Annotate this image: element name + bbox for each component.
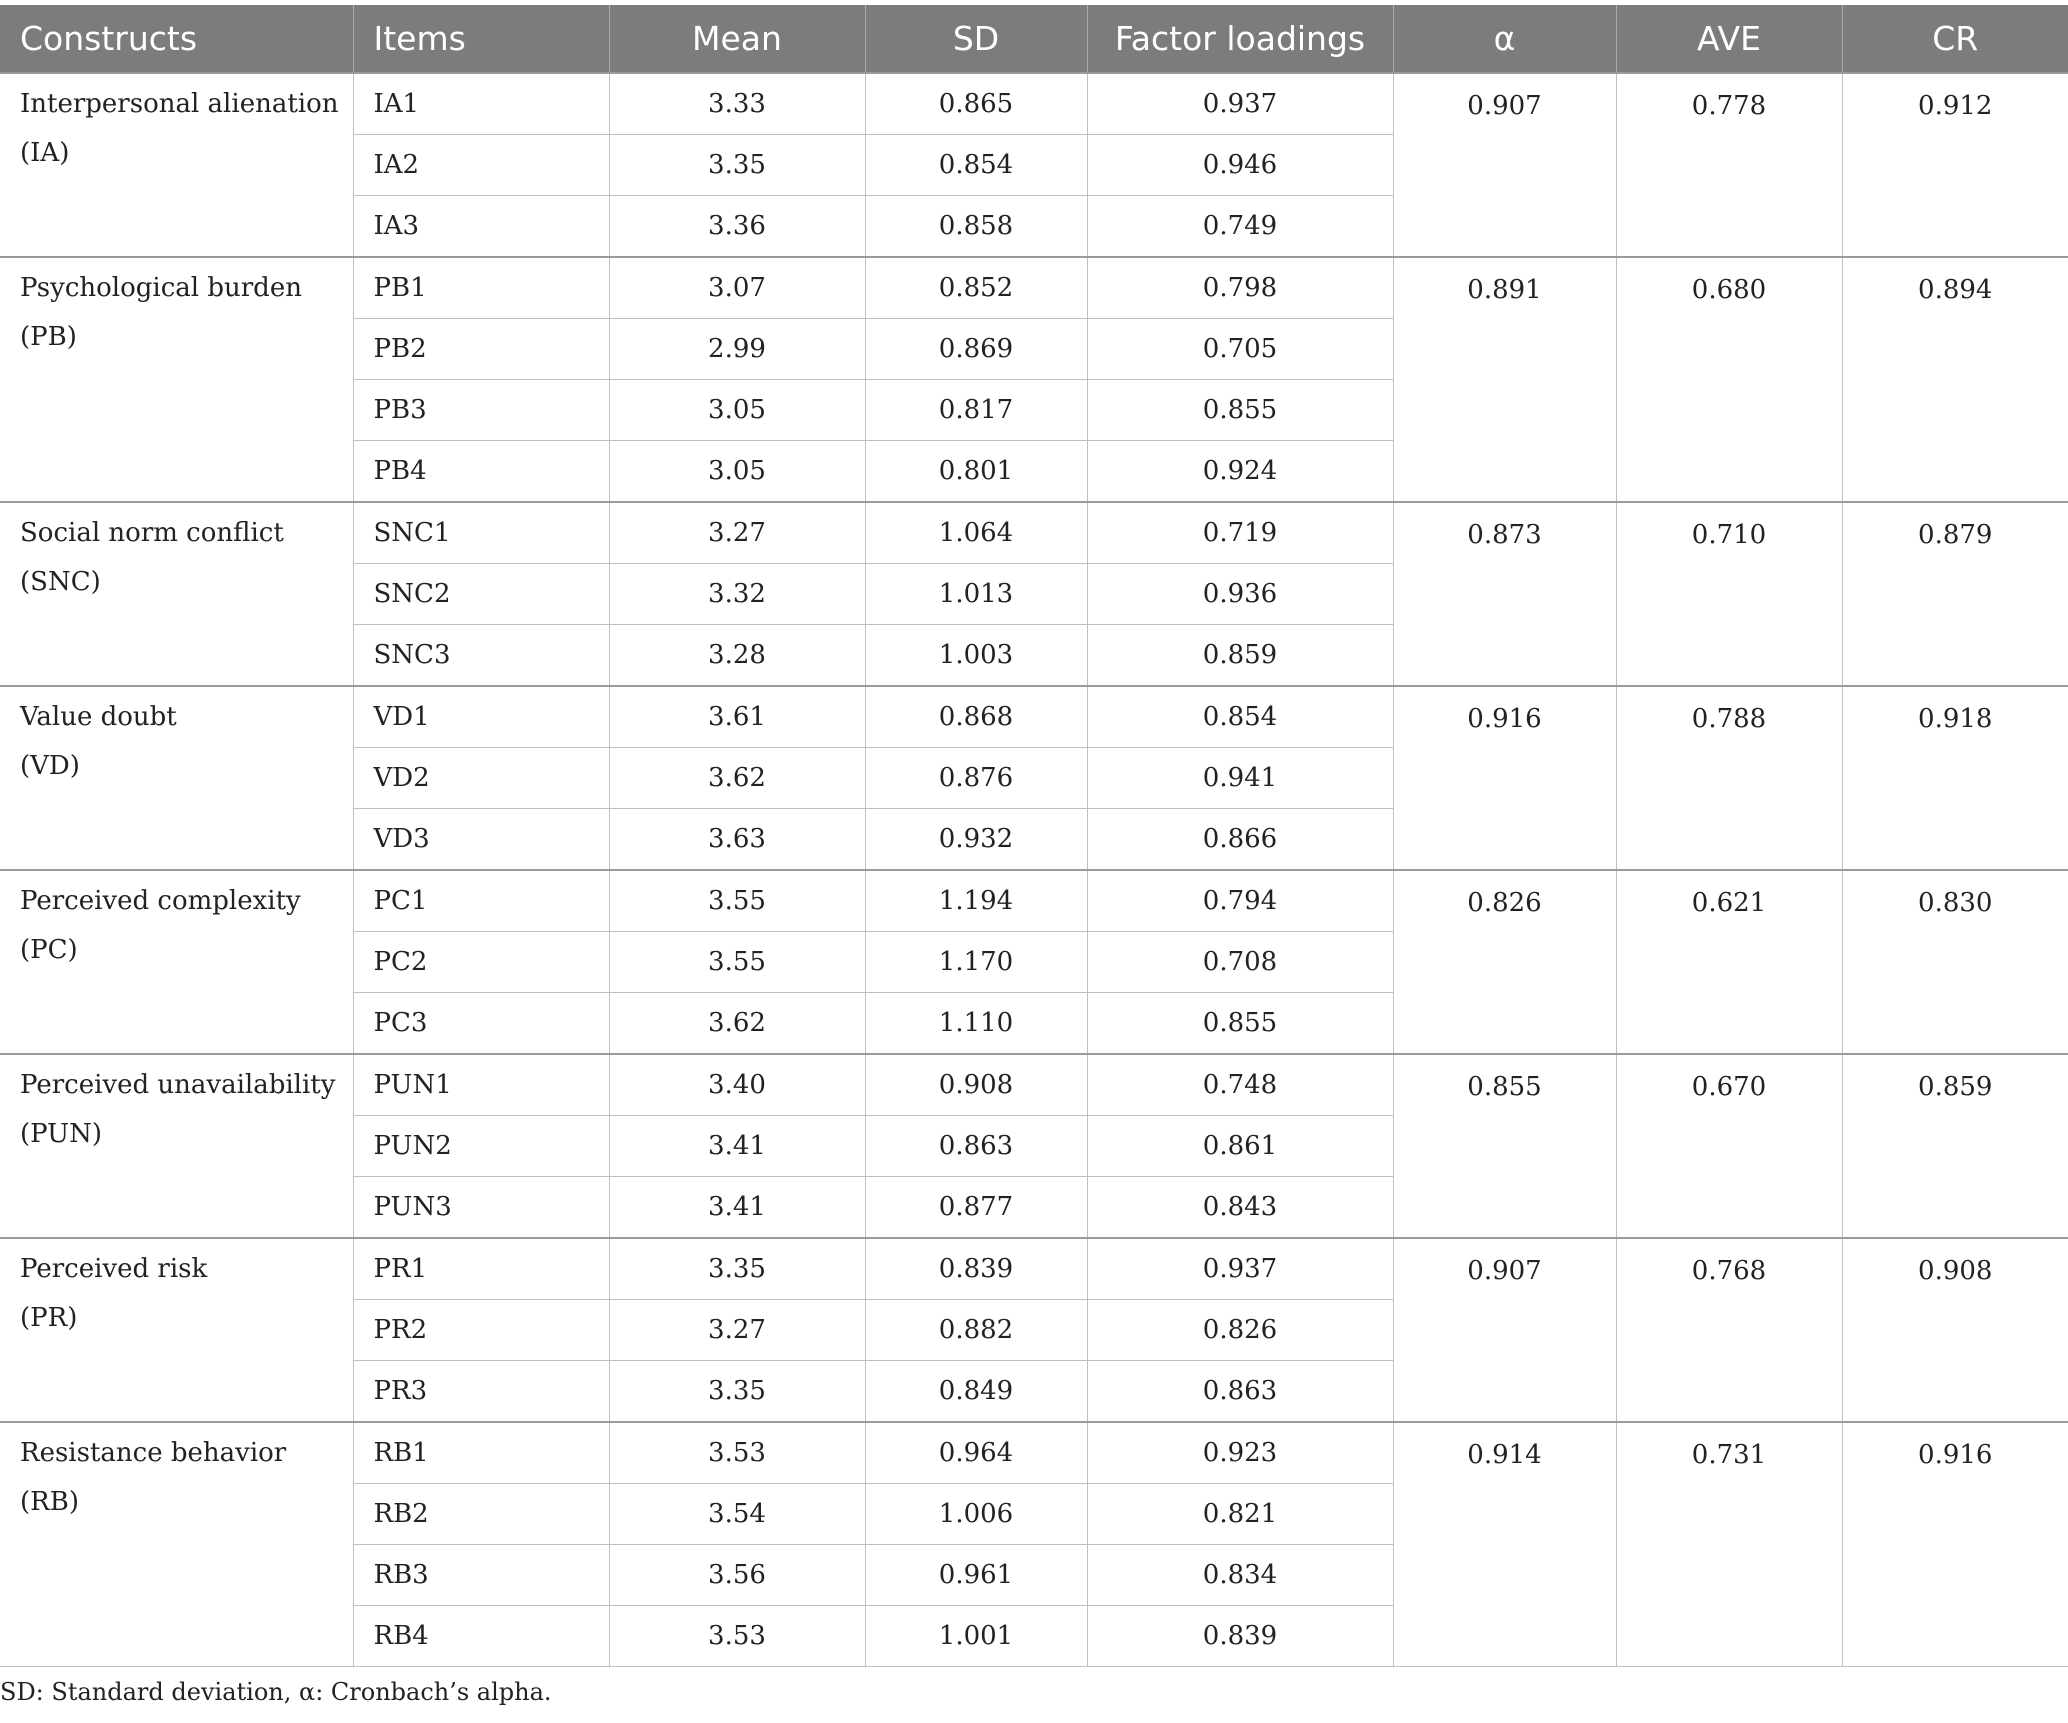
cr-value: 0.918 xyxy=(1842,686,2068,870)
item-id: PUN3 xyxy=(353,1177,609,1239)
sd-value: 1.001 xyxy=(865,1606,1087,1667)
header-items: Items xyxy=(353,5,609,73)
mean-value: 3.35 xyxy=(609,135,865,196)
mean-value: 3.27 xyxy=(609,1300,865,1361)
mean-value: 3.35 xyxy=(609,1238,865,1300)
cr-value: 0.908 xyxy=(1842,1238,2068,1422)
construct-abbr: (PR) xyxy=(20,1303,78,1333)
item-id: IA2 xyxy=(353,135,609,196)
sd-value: 0.839 xyxy=(865,1238,1087,1300)
item-id: VD2 xyxy=(353,748,609,809)
sd-value: 0.849 xyxy=(865,1361,1087,1423)
factor-loading-value: 0.749 xyxy=(1087,196,1393,258)
item-id: PB3 xyxy=(353,380,609,441)
table-row xyxy=(0,1422,2068,1484)
mean-value: 3.07 xyxy=(609,257,865,319)
mean-value: 3.28 xyxy=(609,625,865,687)
factor-loading-value: 0.843 xyxy=(1087,1177,1393,1239)
construct-name: Perceived risk xyxy=(20,1254,208,1284)
item-id: IA3 xyxy=(353,196,609,258)
factor-loading-value: 0.821 xyxy=(1087,1484,1393,1545)
item-id: PC3 xyxy=(353,993,609,1055)
header-row xyxy=(0,5,2068,73)
construct-abbr: (VD) xyxy=(20,751,80,781)
ave-value: 0.710 xyxy=(1616,502,1842,686)
mean-value: 3.41 xyxy=(609,1116,865,1177)
item-id: SNC3 xyxy=(353,625,609,687)
factor-loading-value: 0.719 xyxy=(1087,502,1393,564)
mean-value: 3.62 xyxy=(609,993,865,1055)
header-constructs: Constructs xyxy=(0,5,353,73)
sd-value: 0.817 xyxy=(865,380,1087,441)
factor-loading-value: 0.826 xyxy=(1087,1300,1393,1361)
item-id: SNC2 xyxy=(353,564,609,625)
construct-abbr: (PC) xyxy=(20,935,78,965)
factor-loading-value: 0.855 xyxy=(1087,993,1393,1055)
factor-loading-value: 0.839 xyxy=(1087,1606,1393,1667)
sd-value: 0.908 xyxy=(865,1054,1087,1116)
mean-value: 3.61 xyxy=(609,686,865,748)
sd-value: 0.863 xyxy=(865,1116,1087,1177)
factor-loading-value: 0.924 xyxy=(1087,441,1393,503)
sd-value: 0.932 xyxy=(865,809,1087,871)
sd-value: 0.964 xyxy=(865,1422,1087,1484)
construct-cell xyxy=(0,257,353,502)
table-row xyxy=(0,1238,2068,1300)
construct-abbr: (SNC) xyxy=(20,567,101,597)
factor-loading-value: 0.866 xyxy=(1087,809,1393,871)
item-id: PUN1 xyxy=(353,1054,609,1116)
sd-value: 1.194 xyxy=(865,870,1087,932)
construct-abbr: (RB) xyxy=(20,1487,79,1517)
factor-loading-value: 0.863 xyxy=(1087,1361,1393,1423)
ave-value: 0.670 xyxy=(1616,1054,1842,1238)
mean-value: 3.53 xyxy=(609,1606,865,1667)
item-id: PC2 xyxy=(353,932,609,993)
mean-value: 3.27 xyxy=(609,502,865,564)
factor-loading-value: 0.946 xyxy=(1087,135,1393,196)
sd-value: 0.876 xyxy=(865,748,1087,809)
cr-value: 0.916 xyxy=(1842,1422,2068,1667)
alpha-value: 0.873 xyxy=(1393,502,1616,686)
alpha-value: 0.916 xyxy=(1393,686,1616,870)
construct-cell xyxy=(0,870,353,1054)
item-id: SNC1 xyxy=(353,502,609,564)
table-row xyxy=(0,502,2068,564)
construct-cell xyxy=(0,73,353,257)
table-row xyxy=(0,686,2068,748)
mean-value: 3.41 xyxy=(609,1177,865,1239)
sd-value: 0.961 xyxy=(865,1545,1087,1606)
factor-loading-value: 0.937 xyxy=(1087,1238,1393,1300)
cr-value: 0.859 xyxy=(1842,1054,2068,1238)
sd-value: 0.801 xyxy=(865,441,1087,503)
item-id: VD1 xyxy=(353,686,609,748)
header-sd: SD xyxy=(865,5,1087,73)
item-id: PB1 xyxy=(353,257,609,319)
sd-value: 1.003 xyxy=(865,625,1087,687)
construct-cell xyxy=(0,1054,353,1238)
factor-loading-value: 0.705 xyxy=(1087,319,1393,380)
factor-loading-value: 0.748 xyxy=(1087,1054,1393,1116)
item-id: PR2 xyxy=(353,1300,609,1361)
mean-value: 3.35 xyxy=(609,1361,865,1423)
item-id: RB1 xyxy=(353,1422,609,1484)
mean-value: 3.32 xyxy=(609,564,865,625)
mean-value: 3.05 xyxy=(609,380,865,441)
item-id: IA1 xyxy=(353,73,609,135)
mean-value: 3.33 xyxy=(609,73,865,135)
mean-value: 3.55 xyxy=(609,870,865,932)
header-mean: Mean xyxy=(609,5,865,73)
factor-loading-value: 0.937 xyxy=(1087,73,1393,135)
construct-abbr: (PUN) xyxy=(20,1119,102,1149)
mean-value: 2.99 xyxy=(609,319,865,380)
mean-value: 3.55 xyxy=(609,932,865,993)
item-id: RB4 xyxy=(353,1606,609,1667)
cr-value: 0.912 xyxy=(1842,73,2068,257)
sd-value: 0.869 xyxy=(865,319,1087,380)
item-id: RB3 xyxy=(353,1545,609,1606)
mean-value: 3.05 xyxy=(609,441,865,503)
mean-value: 3.36 xyxy=(609,196,865,258)
factor-loading-value: 0.941 xyxy=(1087,748,1393,809)
factor-loading-value: 0.798 xyxy=(1087,257,1393,319)
construct-cell xyxy=(0,686,353,870)
construct-name: Psychological burden xyxy=(20,273,302,303)
item-id: PB2 xyxy=(353,319,609,380)
construct-name: Interpersonal alienation xyxy=(20,89,339,119)
item-id: RB2 xyxy=(353,1484,609,1545)
factor-loading-value: 0.834 xyxy=(1087,1545,1393,1606)
construct-name: Perceived complexity xyxy=(20,886,301,916)
factor-loading-value: 0.708 xyxy=(1087,932,1393,993)
construct-cell xyxy=(0,502,353,686)
factor-loading-value: 0.794 xyxy=(1087,870,1393,932)
sd-value: 0.854 xyxy=(865,135,1087,196)
sd-value: 0.882 xyxy=(865,1300,1087,1361)
item-id: PR3 xyxy=(353,1361,609,1423)
table-row xyxy=(0,870,2068,932)
sd-value: 1.110 xyxy=(865,993,1087,1055)
sd-value: 0.852 xyxy=(865,257,1087,319)
factor-loading-value: 0.861 xyxy=(1087,1116,1393,1177)
mean-value: 3.54 xyxy=(609,1484,865,1545)
cr-value: 0.894 xyxy=(1842,257,2068,502)
sd-value: 0.858 xyxy=(865,196,1087,258)
construct-cell xyxy=(0,1238,353,1422)
sd-value: 1.006 xyxy=(865,1484,1087,1545)
ave-value: 0.731 xyxy=(1616,1422,1842,1667)
header-ave: AVE xyxy=(1616,5,1842,73)
sd-value: 0.868 xyxy=(865,686,1087,748)
ave-value: 0.768 xyxy=(1616,1238,1842,1422)
sd-value: 1.013 xyxy=(865,564,1087,625)
factor-loading-value: 0.923 xyxy=(1087,1422,1393,1484)
mean-value: 3.40 xyxy=(609,1054,865,1116)
cr-value: 0.879 xyxy=(1842,502,2068,686)
sd-value: 1.064 xyxy=(865,502,1087,564)
ave-value: 0.778 xyxy=(1616,73,1842,257)
construct-name: Value doubt xyxy=(20,702,177,732)
ave-value: 0.788 xyxy=(1616,686,1842,870)
table-footnote: SD: Standard deviation, α: Cronbach’s alpha. xyxy=(0,1678,552,1706)
factor-loading-value: 0.936 xyxy=(1087,564,1393,625)
item-id: PC1 xyxy=(353,870,609,932)
construct-name: Resistance behavior xyxy=(20,1438,287,1468)
alpha-value: 0.914 xyxy=(1393,1422,1616,1667)
alpha-value: 0.891 xyxy=(1393,257,1616,502)
header-cr: CR xyxy=(1842,5,2068,73)
header-alpha: α xyxy=(1393,5,1616,73)
ave-value: 0.621 xyxy=(1616,870,1842,1054)
factor-loading-value: 0.855 xyxy=(1087,380,1393,441)
reliability-table xyxy=(0,5,2068,1667)
construct-name: Social norm conflict xyxy=(20,518,284,548)
sd-value: 0.865 xyxy=(865,73,1087,135)
item-id: PUN2 xyxy=(353,1116,609,1177)
mean-value: 3.62 xyxy=(609,748,865,809)
factor-loading-value: 0.859 xyxy=(1087,625,1393,687)
item-id: VD3 xyxy=(353,809,609,871)
alpha-value: 0.826 xyxy=(1393,870,1616,1054)
table-row xyxy=(0,1054,2068,1116)
sd-value: 0.877 xyxy=(865,1177,1087,1239)
header-factor-loadings: Factor loadings xyxy=(1087,5,1393,73)
construct-cell xyxy=(0,1422,353,1667)
mean-value: 3.63 xyxy=(609,809,865,871)
item-id: PB4 xyxy=(353,441,609,503)
alpha-value: 0.907 xyxy=(1393,1238,1616,1422)
construct-name: Perceived unavailability xyxy=(20,1070,336,1100)
cr-value: 0.830 xyxy=(1842,870,2068,1054)
mean-value: 3.56 xyxy=(609,1545,865,1606)
alpha-value: 0.855 xyxy=(1393,1054,1616,1238)
alpha-value: 0.907 xyxy=(1393,73,1616,257)
table-row xyxy=(0,257,2068,319)
ave-value: 0.680 xyxy=(1616,257,1842,502)
mean-value: 3.53 xyxy=(609,1422,865,1484)
table-row xyxy=(0,73,2068,135)
item-id: PR1 xyxy=(353,1238,609,1300)
sd-value: 1.170 xyxy=(865,932,1087,993)
construct-abbr: (PB) xyxy=(20,322,77,352)
factor-loading-value: 0.854 xyxy=(1087,686,1393,748)
construct-abbr: (IA) xyxy=(20,138,70,168)
table-body xyxy=(0,73,2068,1667)
